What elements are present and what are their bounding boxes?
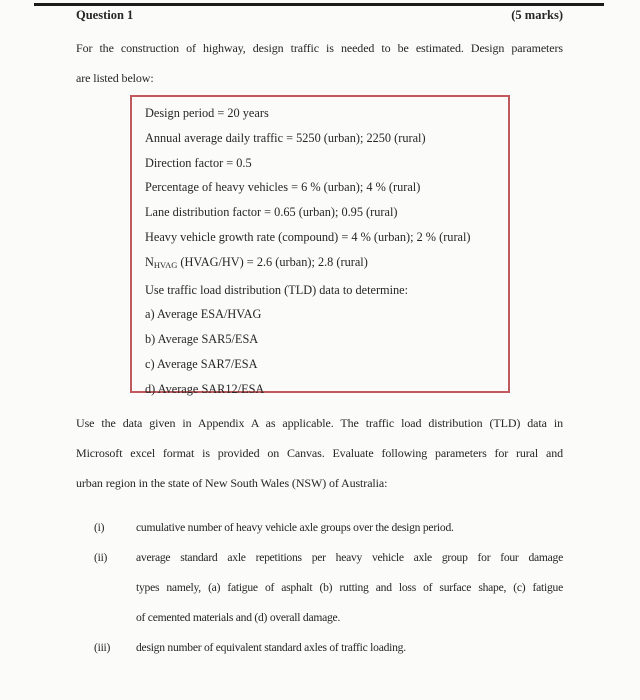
parameter-line-aadt: Annual average daily traffic = 5250 (urban); 2250 (rural): [145, 130, 426, 145]
question-header: [76, 6, 563, 24]
parameter-line-item-b: b) Average SAR5/ESA: [145, 332, 259, 347]
list-item-line: average standard axle repetitions per heavy vehicle axle group for four damage: [136, 551, 563, 564]
marks-label: (5 marks): [511, 8, 563, 22]
nhvag-subscript: HVAG: [153, 259, 178, 270]
paragraph-line: urban region in the state of New South Wales (NSW) of Australia:: [76, 476, 388, 490]
parameter-line-item-a: a) Average ESA/HVAG: [145, 307, 262, 322]
intro-paragraph: [76, 33, 563, 93]
appendix-paragraph: [76, 408, 563, 498]
parameter-line-growth-rate: Heavy vehicle growth rate (compound) = 4 % (urban); 2 % (rural): [145, 229, 471, 244]
paragraph-line: are listed below:: [76, 71, 154, 85]
list-item-line: types namely, (a) fatigue of asphalt (b) rutting and loss of surface shape, (c) fatigue: [136, 581, 563, 594]
list-item-iii: [94, 633, 563, 663]
list-item-i: [94, 513, 563, 543]
list-item-line: design number of equivalent standard axles of traffic loading.: [136, 641, 406, 654]
nhvag-value: (HVAG/HV) = 2.6 (urban); 2.8 (rural): [177, 254, 368, 269]
list-item-line: of cemented materials and (d) overall damage.: [136, 611, 341, 624]
design-parameters-box: [130, 95, 510, 396]
parameter-line-item-d: d) Average SAR12/ESA: [145, 381, 265, 396]
parameter-line-heavy-vehicle-pct: Percentage of heavy vehicles = 6 % (urban); 4 % (rural): [145, 180, 421, 195]
list-item-ii: [94, 543, 563, 633]
paragraph-line: Use the data given in Appendix A as applicable. The traffic load distribution (TLD) data in: [76, 416, 563, 430]
nhvag-symbol: N: [145, 254, 154, 269]
list-item-line: cumulative number of heavy vehicle axle groups over the design period.: [136, 521, 454, 534]
parameter-line-tld-instruction: Use traffic load distribution (TLD) data to determine:: [145, 282, 409, 297]
parameter-line-design-period: Design period = 20 years: [145, 106, 269, 120]
question-title: Question 1: [76, 8, 134, 22]
paragraph-line: Microsoft excel format is provided on Canvas. Evaluate following parameters for rural and: [76, 446, 563, 460]
list-item-numeral: (i): [94, 521, 105, 534]
parameter-line-nhvag: [145, 250, 496, 278]
parameter-line-direction-factor: Direction factor = 0.5: [145, 155, 252, 170]
paragraph-line: For the construction of highway, design traffic is needed to be estimated. Design parameters: [76, 41, 563, 55]
parameter-line-lane-distribution: Lane distribution factor = 0.65 (urban); 0.95 (rural): [145, 205, 398, 220]
list-item-numeral: (iii): [94, 641, 111, 654]
parameter-line-item-c: c) Average SAR7/ESA: [145, 356, 258, 371]
list-item-numeral: (ii): [94, 551, 108, 564]
